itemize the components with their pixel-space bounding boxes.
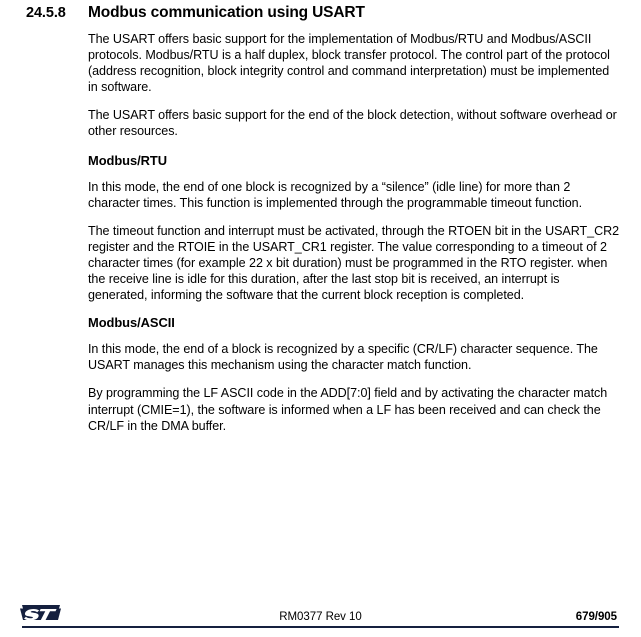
footer-document-reference: RM0377 Rev 10 — [279, 611, 362, 623]
subheading-modbus-rtu: Modbus/RTU — [88, 152, 167, 168]
paragraph-ascii-character-match: By programming the LF ASCII code in the ADD[7:0] field and by activating the character match interrupt (CMIE=1), the software is informed when a LF has been received and can check the CR/LF in the DMA buffer. — [88, 386, 608, 433]
paragraph-block-detection-support: The USART offers basic support for the end of the block detection, without software overhead or other resources. — [88, 108, 617, 139]
paragraph-rtu-silence-detection: In this mode, the end of one block is recognized by a “silence” (idle line) for more than 2 character times. This function is implemented through the programmable timeout function. — [88, 179, 583, 210]
paragraph-intro-modbus-support: The USART offers basic support for the implementation of Modbus/RTU and Modbus/ASCII protocols. Modbus/RTU is a half duplex, block transfer protocol. The control part of the protocol (address recognition, block integrity control and command interpretation) must be implemented in software. — [88, 32, 610, 95]
page-footer — [0, 589, 641, 637]
section-heading — [0, 4, 641, 22]
footer-divider-rule — [22, 626, 619, 628]
paragraph-rtu-timeout-configuration: The timeout function and interrupt must be activated, through the RTOEN bit in the USART_CR2 register and the RTOIE in the USART_CR1 register. The value corresponding to a timeout of 2 character times (for example 22 x bit duration) must be programmed in the RTO register. when the receive line is idle for this duration, after the last stop bit is received, an interrupt is generated, informing the software that the current block reception is completed. — [88, 223, 620, 303]
section-title: Modbus communication using USART — [88, 4, 365, 21]
body-content — [88, 31, 622, 446]
footer-page-number: 679/905 — [575, 611, 617, 623]
subheading-modbus-ascii: Modbus/ASCII — [88, 315, 175, 331]
section-number: 24.5.8 — [26, 5, 66, 21]
paragraph-ascii-crlf-detection: In this mode, the end of a block is recognized by a specific (CR/LF) character sequence. The USART manages this mechanism using the character match function. — [88, 342, 598, 373]
